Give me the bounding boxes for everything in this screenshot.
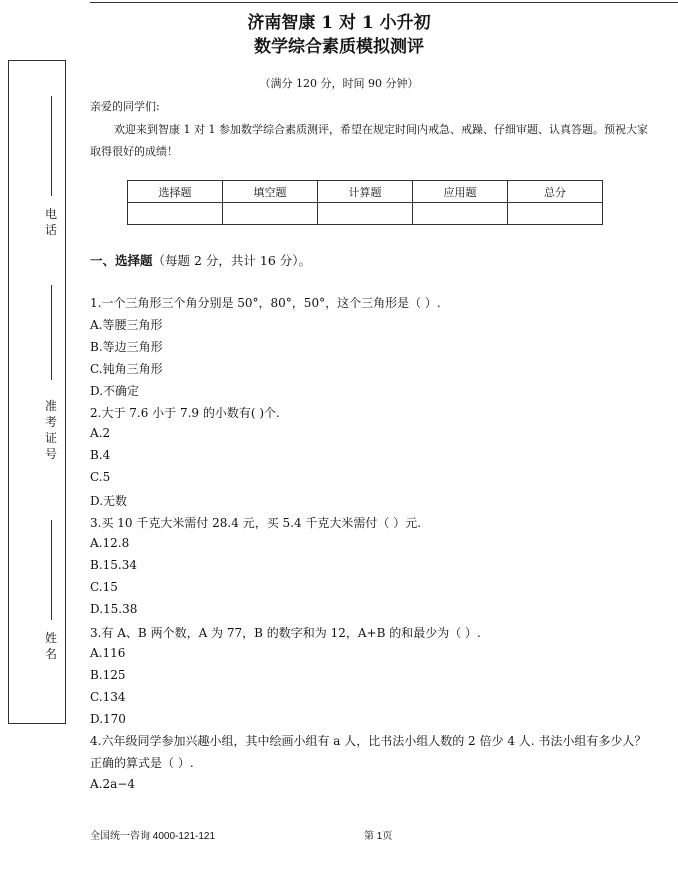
name-fill-line (51, 520, 52, 620)
question-option[interactable]: D.170 (90, 712, 126, 726)
score-value-cell[interactable] (223, 203, 318, 225)
binding-sidebar (8, 60, 66, 724)
question-option[interactable]: D.15.38 (90, 602, 138, 616)
question-option[interactable]: B.等边三角形 (90, 340, 163, 354)
phone-label: 电话 (44, 207, 57, 237)
footer-hotline: 全国统一咨询 4000-121-121 (90, 831, 216, 842)
score-value-cell[interactable] (128, 203, 223, 225)
title-line-2: 数学综合素质模拟测评 (254, 37, 424, 57)
exam-id-label: 准考证号 (44, 399, 57, 461)
score-value-cell[interactable] (413, 203, 508, 225)
question-option[interactable]: A.12.8 (90, 536, 130, 550)
question-stem: 3.买 10 千克大米需付 28.4 元，买 5.4 千克大米需付（ ）元. (90, 516, 422, 530)
exam-id-fill-line (51, 285, 52, 380)
score-header-cell: 应用题 (413, 181, 508, 203)
question-option[interactable]: D.不确定 (90, 384, 140, 398)
phone-fill-line (51, 96, 52, 196)
section-heading (90, 251, 311, 269)
score-value-cell[interactable] (318, 203, 413, 225)
question-option[interactable]: B.15.34 (90, 558, 137, 572)
question-option[interactable]: C.134 (90, 690, 126, 704)
question-stem: 2.大于 7.6 小于 7.9 的小数有( )个. (90, 406, 280, 420)
question-option[interactable]: D.无数 (90, 494, 128, 508)
greeting: 亲爱的同学们: (90, 100, 160, 113)
question-option[interactable]: B.4 (90, 448, 111, 462)
score-value-cell[interactable] (508, 203, 603, 225)
question-option[interactable]: A.2 (90, 426, 111, 440)
top-rule (90, 2, 678, 3)
question-option[interactable]: C.15 (90, 580, 118, 594)
score-header-cell: 填空题 (223, 181, 318, 203)
score-header-cell: 计算题 (318, 181, 413, 203)
question-stem: 4.六年级同学参加兴趣小组，其中绘画小组有 a 人，比书法小组人数的 2 倍少 4 人. 书法小组有多少人？正确的算式是（ ）. (90, 734, 647, 770)
question-option[interactable]: C.5 (90, 470, 111, 484)
score-table-header-row (128, 181, 603, 203)
name-label: 姓名 (44, 631, 57, 661)
question-option[interactable]: C.钝角三角形 (90, 362, 163, 376)
question-option[interactable]: A.2a−4 (90, 777, 135, 791)
question-option[interactable]: A.等腰三角形 (90, 318, 163, 332)
page-number: 第 1页 (364, 831, 393, 842)
question-stem: 1.一个三角形三个角分别是 50°，80°，50°，这个三角形是（ ）. (90, 296, 441, 310)
question-option[interactable]: A.116 (90, 646, 126, 660)
section-note: （每题 2 分，共计 16 分）。 (152, 253, 312, 268)
exam-info: （满分 120 分，时间 90 分钟） (259, 77, 419, 90)
intro-paragraph: 欢迎来到智康 1 对 1 参加数学综合素质测评，希望在规定时间内戒急、戒躁、仔细审题、认真答题。预祝大家取得很好的成绩！ (90, 123, 648, 158)
question-option[interactable]: B.125 (90, 668, 126, 682)
score-header-cell: 选择题 (128, 181, 223, 203)
score-header-cell: 总分 (508, 181, 603, 203)
title-line-1: 济南智康 1 对 1 小升初 (247, 13, 431, 33)
score-table (127, 180, 603, 225)
section-title: 一、选择题 (90, 253, 153, 268)
question-stem: 3.有 A、B 两个数，A 为 77，B 的数字和为 12，A+B 的和最少为（ ）. (90, 626, 481, 640)
score-table-value-row (128, 203, 603, 225)
